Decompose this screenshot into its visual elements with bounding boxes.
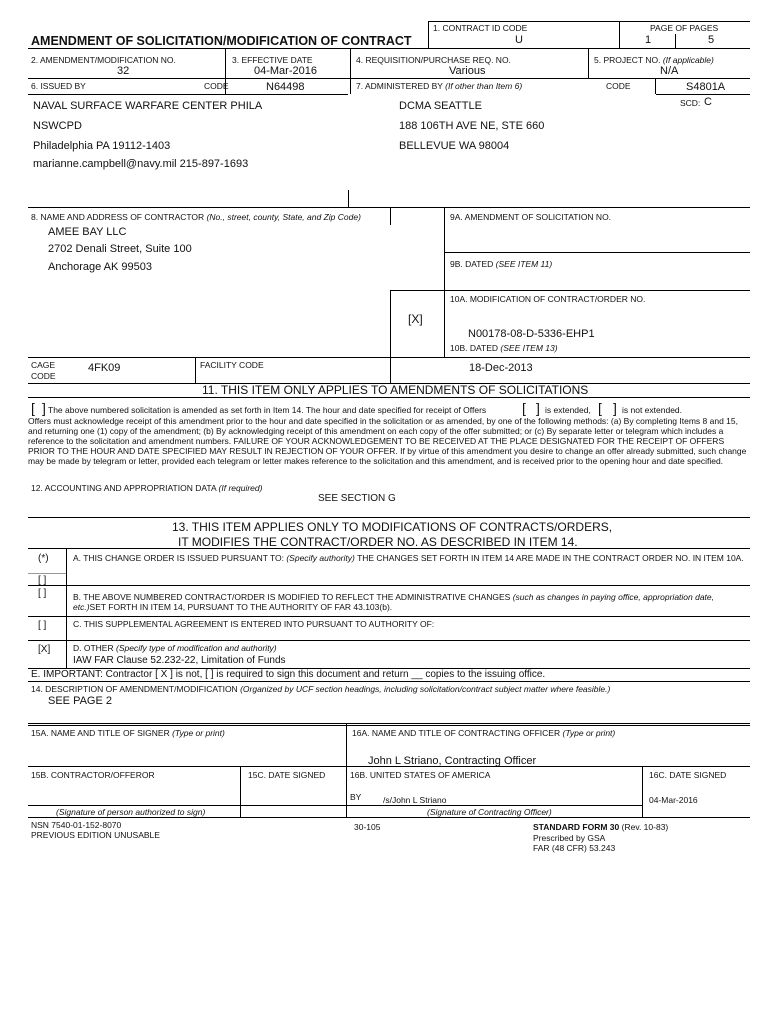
rule [28, 805, 346, 806]
accounting-label: 12. ACCOUNTING AND APPROPRIATION DATA (If required) [31, 483, 263, 493]
rule [28, 573, 66, 574]
project-no-value: N/A [660, 65, 679, 77]
item-13-row-b-mark: [ ] [38, 588, 47, 599]
scd-label: SCD: [680, 98, 701, 108]
item-14-label: 14. DESCRIPTION OF AMENDMENT/MODIFICATION (Organized by UCF section headings, including solicitation/contract subject matter where feasible.) [31, 684, 611, 694]
issued-by-line: NSWCPD [33, 120, 82, 132]
contractor-line: AMEE BAY LLC [48, 226, 127, 238]
rule [28, 723, 750, 724]
signature-co-note: (Signature of Contracting Officer) [427, 807, 552, 817]
prescribed-by: Prescribed by GSA [533, 833, 606, 843]
rule [444, 207, 445, 357]
rule [28, 48, 750, 49]
item-13-row-a-text: A. THIS CHANGE ORDER IS ISSUED PURSUANT TO: (Specify authority) THE CHANGES SET FORTH IN ITEM 14 ARE MADE IN THE CONTRACT ORDER NO. IN ITEM 10A. [73, 553, 744, 563]
rule [346, 724, 347, 817]
important-line: E. IMPORTANT: Contractor [ X ] is not, [ ] is required to sign this document and return __ copies to the issuing office. [31, 669, 546, 680]
facility-code-label: FACILITY CODE [200, 360, 264, 370]
item-11-bracket: [ [522, 400, 526, 416]
issued-by-line: Philadelphia PA 19112-1403 [33, 140, 171, 152]
rule [240, 766, 241, 817]
modification-10a-label: 10A. MODIFICATION OF CONTRACT/ORDER NO. [450, 294, 646, 304]
modification-10a-value: N00178-08-D-5336-EHP1 [468, 328, 595, 340]
officer-signature: /s/John L Striano [383, 795, 447, 805]
rule [444, 252, 750, 253]
rule [350, 48, 351, 94]
rule [28, 397, 750, 398]
rule [28, 357, 750, 358]
signature-authorized-note: (Signature of person authorized to sign) [56, 807, 206, 817]
issued-by-line: NAVAL SURFACE WARFARE CENTER PHILA [33, 100, 263, 112]
date-16c-label: 16C. DATE SIGNED [649, 770, 727, 780]
rule [28, 585, 750, 586]
previous-edition: PREVIOUS EDITION UNUSABLE [31, 830, 160, 840]
item-11-bracket: ] [536, 400, 540, 416]
date-16c-value: 04-Mar-2016 [649, 795, 698, 805]
item-11-bracket: ] [613, 400, 617, 416]
project-no-label: 5. PROJECT NO. (If applicable) [594, 55, 714, 65]
amendment-no-label: 2. AMENDMENT/MODIFICATION NO. [31, 55, 176, 65]
contract-id-label: 1. CONTRACT ID CODE [433, 23, 528, 33]
standard-form: STANDARD FORM 30 (Rev. 10-83) [533, 822, 669, 832]
issued-code-value: N64498 [266, 81, 305, 93]
item-11-text: is not extended. [622, 405, 683, 415]
amendment-no-value: 32 [117, 65, 130, 77]
administered-by-line: BELLEVUE WA 98004 [399, 140, 510, 152]
form-title: AMENDMENT OF SOLICITATION/MODIFICATION OF CONTRACT [31, 34, 412, 48]
item-11-text: is extended, [545, 405, 591, 415]
item-13-row-d-mark: [X] [38, 644, 51, 655]
rule [28, 817, 750, 818]
item-11-bracket: [ [598, 400, 602, 416]
item-13-blank-mark: [ ] [38, 575, 47, 586]
item-13-row-a-mark: (*) [38, 553, 49, 564]
item-11-bracket: ] [42, 400, 46, 416]
item-13-row-d-text: D. OTHER (Specify type of modification and authority) [73, 643, 277, 653]
contractor-offeror-label: 15B. CONTRACTOR/OFFEROR [31, 770, 155, 780]
cage-label: CODE [31, 371, 56, 381]
rule [28, 78, 750, 79]
rule [675, 34, 676, 48]
page-of-pages-label: PAGE OF PAGES [650, 23, 719, 33]
rule [28, 207, 750, 208]
item-13-row-c-mark: [ ] [38, 620, 47, 631]
rule [390, 207, 391, 225]
contractor-line: 2702 Denali Street, Suite 100 [48, 243, 192, 255]
contract-id-value: U [515, 34, 523, 46]
rule [28, 725, 750, 726]
item-13-row-b-text: B. THE ABOVE NUMBERED CONTRACT/ORDER IS MODIFIED TO REFLECT THE ADMINISTRATIVE CHANGES (such as changes in paying office, appropriation date, etc.)SET FORTH IN ITEM 14, PURSUANT TO THE AUTHORITY OF FAR 43.103(b). [73, 592, 715, 612]
admin-code-label: CODE [606, 81, 631, 91]
cage-label: CAGE [31, 360, 56, 370]
issued-by-label: 6. ISSUED BY [31, 81, 86, 91]
rule [642, 766, 643, 817]
rule [28, 681, 750, 682]
rule [390, 290, 750, 291]
dated-10b-value: 18-Dec-2013 [469, 362, 533, 374]
rule [195, 357, 196, 383]
contracting-officer-value: John L Striano, Contracting Officer [368, 755, 537, 767]
scd-value: C [704, 96, 712, 108]
signer-label: 15A. NAME AND TITLE OF SIGNER (Type or print) [31, 728, 225, 738]
page-total: 5 [708, 34, 715, 46]
cage-value: 4FK09 [88, 362, 121, 374]
contractor-line: Anchorage AK 99503 [48, 261, 152, 273]
requisition-value: Various [449, 65, 486, 77]
effective-date-value: 04-Mar-2016 [254, 65, 317, 77]
rule [346, 805, 642, 806]
requisition-label: 4. REQUISITION/PURCHASE REQ. NO. [356, 55, 511, 65]
item-14-value: SEE PAGE 2 [48, 695, 112, 707]
rule [66, 548, 67, 668]
administered-by-line: 188 106TH AVE NE, STE 660 [399, 120, 545, 132]
contracting-officer-label: 16A. NAME AND TITLE OF CONTRACTING OFFICER (Type or print) [352, 728, 616, 738]
rule [28, 616, 750, 617]
dated-9b-label: 9B. DATED (SEE ITEM 11) [450, 259, 553, 269]
item-11-text: The above numbered solicitation is amended as set forth in Item 14. The hour and date specified for receipt of Offers [48, 405, 487, 415]
page-current: 1 [645, 34, 652, 46]
issued-code-label: CODE [204, 81, 229, 91]
admin-code-value: S4801A [686, 81, 726, 93]
rule [28, 517, 750, 518]
item-11-bracket: [ [31, 400, 35, 416]
modification-10a-checkbox: [X] [408, 312, 423, 326]
item-11-body: Offers must acknowledge receipt of this amendment prior to the hour and date specified in the solicitation or as amended, by one of the following methods: (a) By completing Items 8 and 15, and returning one (1) copy of the amendment; (b) By acknowledging receipt of this amendment on each copy of the offer submitted; or (c) By separate letter or telegram which includes a reference to the solicitation and amendment numbers. FAILURE OF YOUR ACKNOWLEDGEMENT TO BE RECEIVED AT THE PLACE DESIGNATED FOR THE RECEIPT OF OFFERS PRIOR TO THE HOUR AND DATE SPECIFIED MAY RESULT IN REJECTION OF YOUR OFFER. If by virtue of this amendment you desire to change an offer already submitted, such change may be made by telegram or letter, provided each telegram or letter makes reference to the solicitation and this amendment, and is received prior to the opening hour and date specified. [28, 416, 747, 466]
administered-by-line: DCMA SEATTLE [399, 100, 482, 112]
rule [655, 78, 656, 94]
rule [428, 21, 429, 48]
administered-by-label: 7. ADMINISTERED BY (If other than Item 6) [356, 81, 523, 91]
far-reference: FAR (48 CFR) 53.243 [533, 843, 616, 853]
issued-by-line: marianne.campbell@navy.mil 215-897-1693 [33, 158, 249, 170]
contractor-label: 8. NAME AND ADDRESS OF CONTRACTOR (No., street, county, State, and Zip Code) [31, 212, 361, 222]
by-label: BY [350, 792, 362, 802]
usa-label: 16B. UNITED STATES OF AMERICA [350, 770, 491, 780]
item-11-title: 11. THIS ITEM ONLY APPLIES TO AMENDMENTS OF SOLICITATIONS [202, 383, 589, 397]
rule [390, 290, 391, 383]
rule [588, 48, 589, 78]
date-15c-label: 15C. DATE SIGNED [248, 770, 326, 780]
item-13-row-d-value: IAW FAR Clause 52.232-22, Limitation of Funds [73, 655, 286, 666]
rule [28, 640, 750, 641]
accounting-value: SEE SECTION G [318, 493, 396, 504]
amendment-9a-label: 9A. AMENDMENT OF SOLICITATION NO. [450, 212, 612, 222]
rule [28, 94, 348, 95]
rule [428, 21, 750, 22]
rule [656, 94, 750, 95]
item-13-title: 13. THIS ITEM APPLIES ONLY TO MODIFICATIONS OF CONTRACTS/ORDERS, [172, 520, 613, 534]
form-code: 30-105 [354, 822, 381, 832]
rule [348, 190, 349, 207]
effective-date-label: 3. EFFECTIVE DATE [232, 55, 313, 65]
dated-10b-label: 10B. DATED (SEE ITEM 13) [450, 343, 558, 353]
item-13-title: IT MODIFIES THE CONTRACT/ORDER NO. AS DESCRIBED IN ITEM 14. [178, 535, 578, 549]
rule [619, 21, 620, 48]
item-13-row-c-text: C. THIS SUPPLEMENTAL AGREEMENT IS ENTERED INTO PURSUANT TO AUTHORITY OF: [73, 619, 435, 629]
nsn: NSN 7540-01-152-8070 [31, 820, 122, 830]
